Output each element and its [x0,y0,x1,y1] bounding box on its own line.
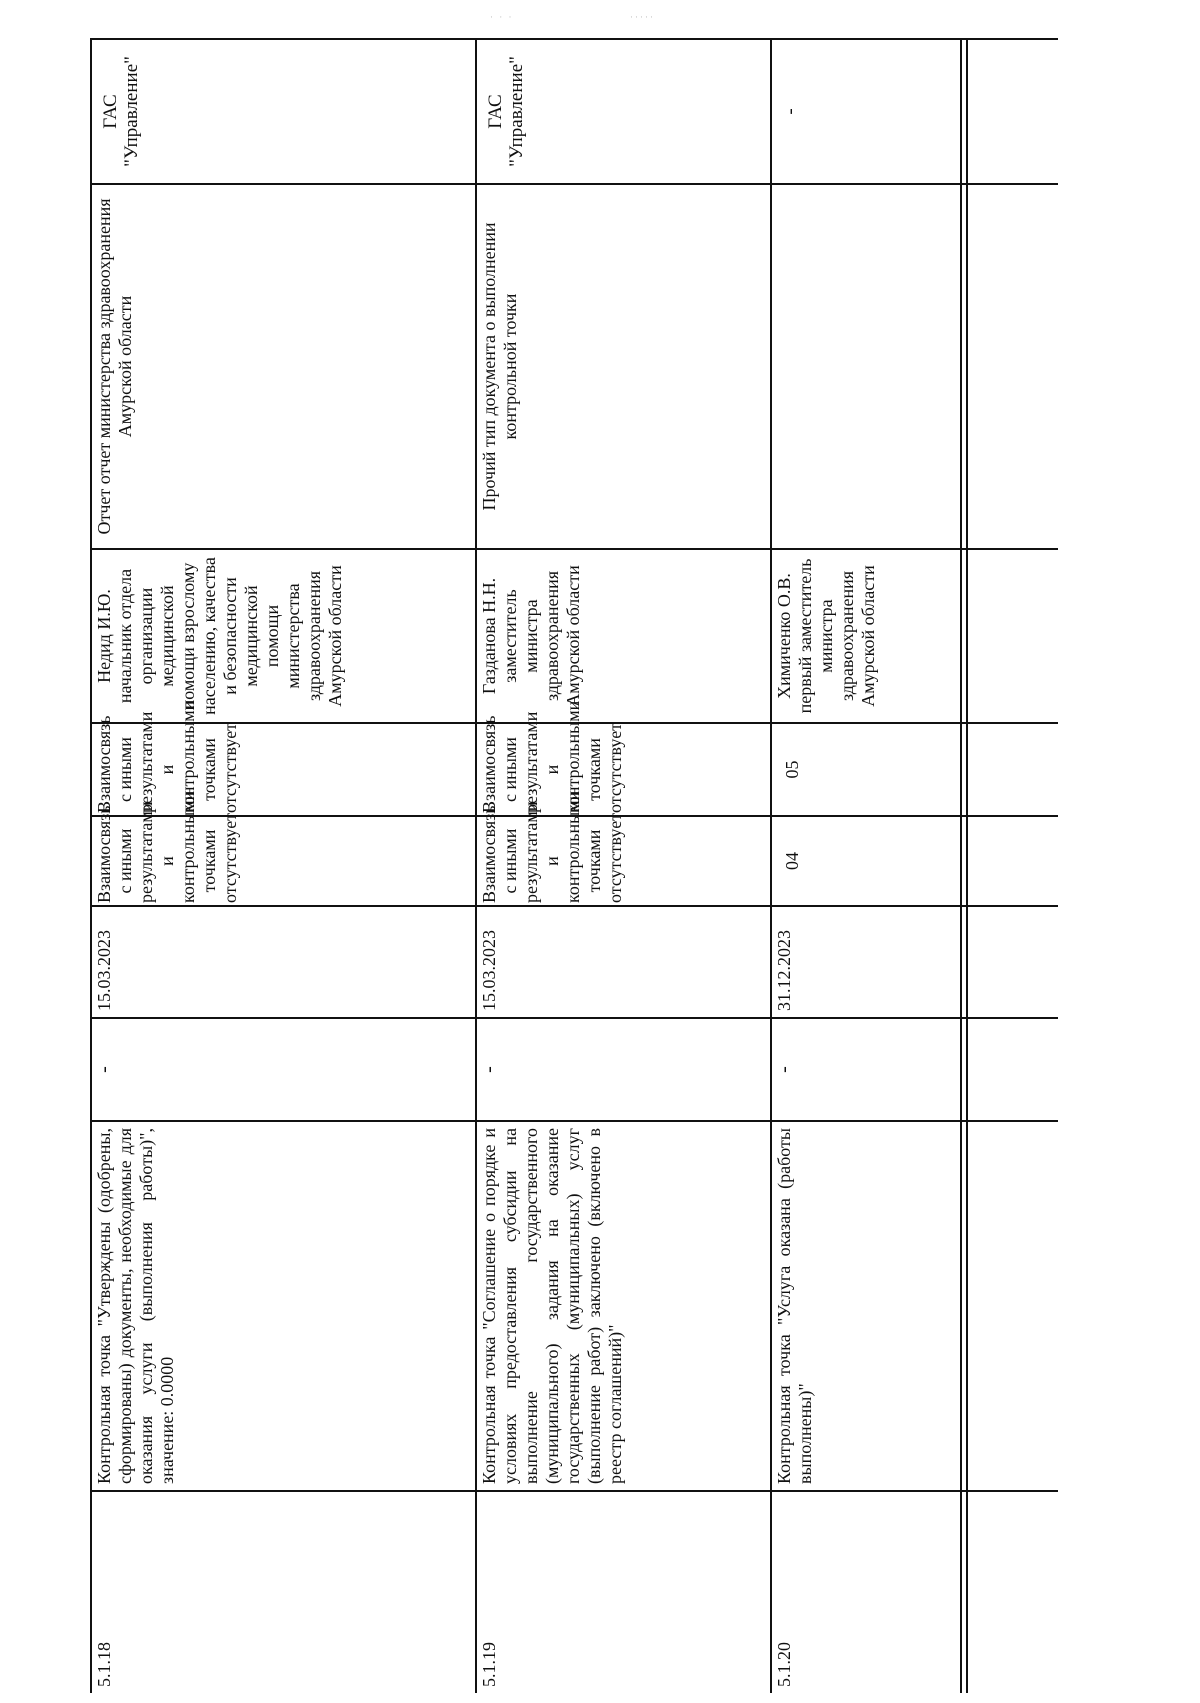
row-number: 5.1.20 [774,1642,794,1687]
start-date: - [93,1066,115,1073]
scan-artifact: ····· [630,12,655,22]
start-date: - [773,1066,795,1073]
control-point-name: Контрольная точка "Услуга оказана (работы выполнены)" [774,1128,815,1484]
information-system: ГАС "Управление" [100,56,142,167]
responsible-person: Химиченко О.В. первый заместитель министра здравоохранения Амурской области [774,558,878,714]
row-number: 5.1.18 [94,1642,114,1687]
control-point-name: Контрольная точка "Соглашение о порядке и условиях предоставления субсидии на выполнение государственного (муниципального) задания на оказание государственных (муниципальных) услуг (выполнение работ) заключено (включено в реестр соглашений)" [479,1128,625,1484]
document-type: Отчет отчет министерства здравоохранения Амурской области [94,198,135,535]
successor-link: Взаимосвязь с иными результатами и контрольными точками отсутствует [479,700,625,813]
end-date: 31.12.2023 [774,930,794,1011]
responsible-person: Недид И.Ю. начальник отдела организации медицинской помощи взрослому населению, качества и безопасности медицинской помощи министерства здравоохранения Амурской области [94,557,345,715]
start-date: - [478,1066,500,1073]
information-system: - [780,108,801,115]
end-date: 15.03.2023 [479,930,499,1011]
successor-link: 05 [782,760,802,779]
document-type [772,185,960,548]
successor-link: Взаимосвязь с иными результатами и контрольными точками отсутствует [94,700,240,813]
row-number: 5.1.19 [479,1642,499,1687]
information-system: ГАС "Управление" [485,56,527,167]
control-point-name: Контрольная точка "Утверждены (одобрены, сформированы) документы, необходимые для оказания услуги (выполнения работы)", значение: 0.0000 [94,1128,177,1484]
predecessor-link: 04 [782,852,802,870]
predecessor-link: Взаимосвязь с иными результатами и контрольными точками отсутствует [479,790,625,903]
responsible-person: Газданова Н.Н. заместитель министра здравоохранения Амурской области [479,565,583,707]
document-type: Прочий тип документа о выполнении контрольной точки [479,222,520,511]
end-date: 15.03.2023 [94,930,114,1011]
predecessor-link: Взаимосвязь с иными результатами и контрольными точками отсутствует [94,790,240,903]
scan-artifact: · · · [490,12,514,22]
